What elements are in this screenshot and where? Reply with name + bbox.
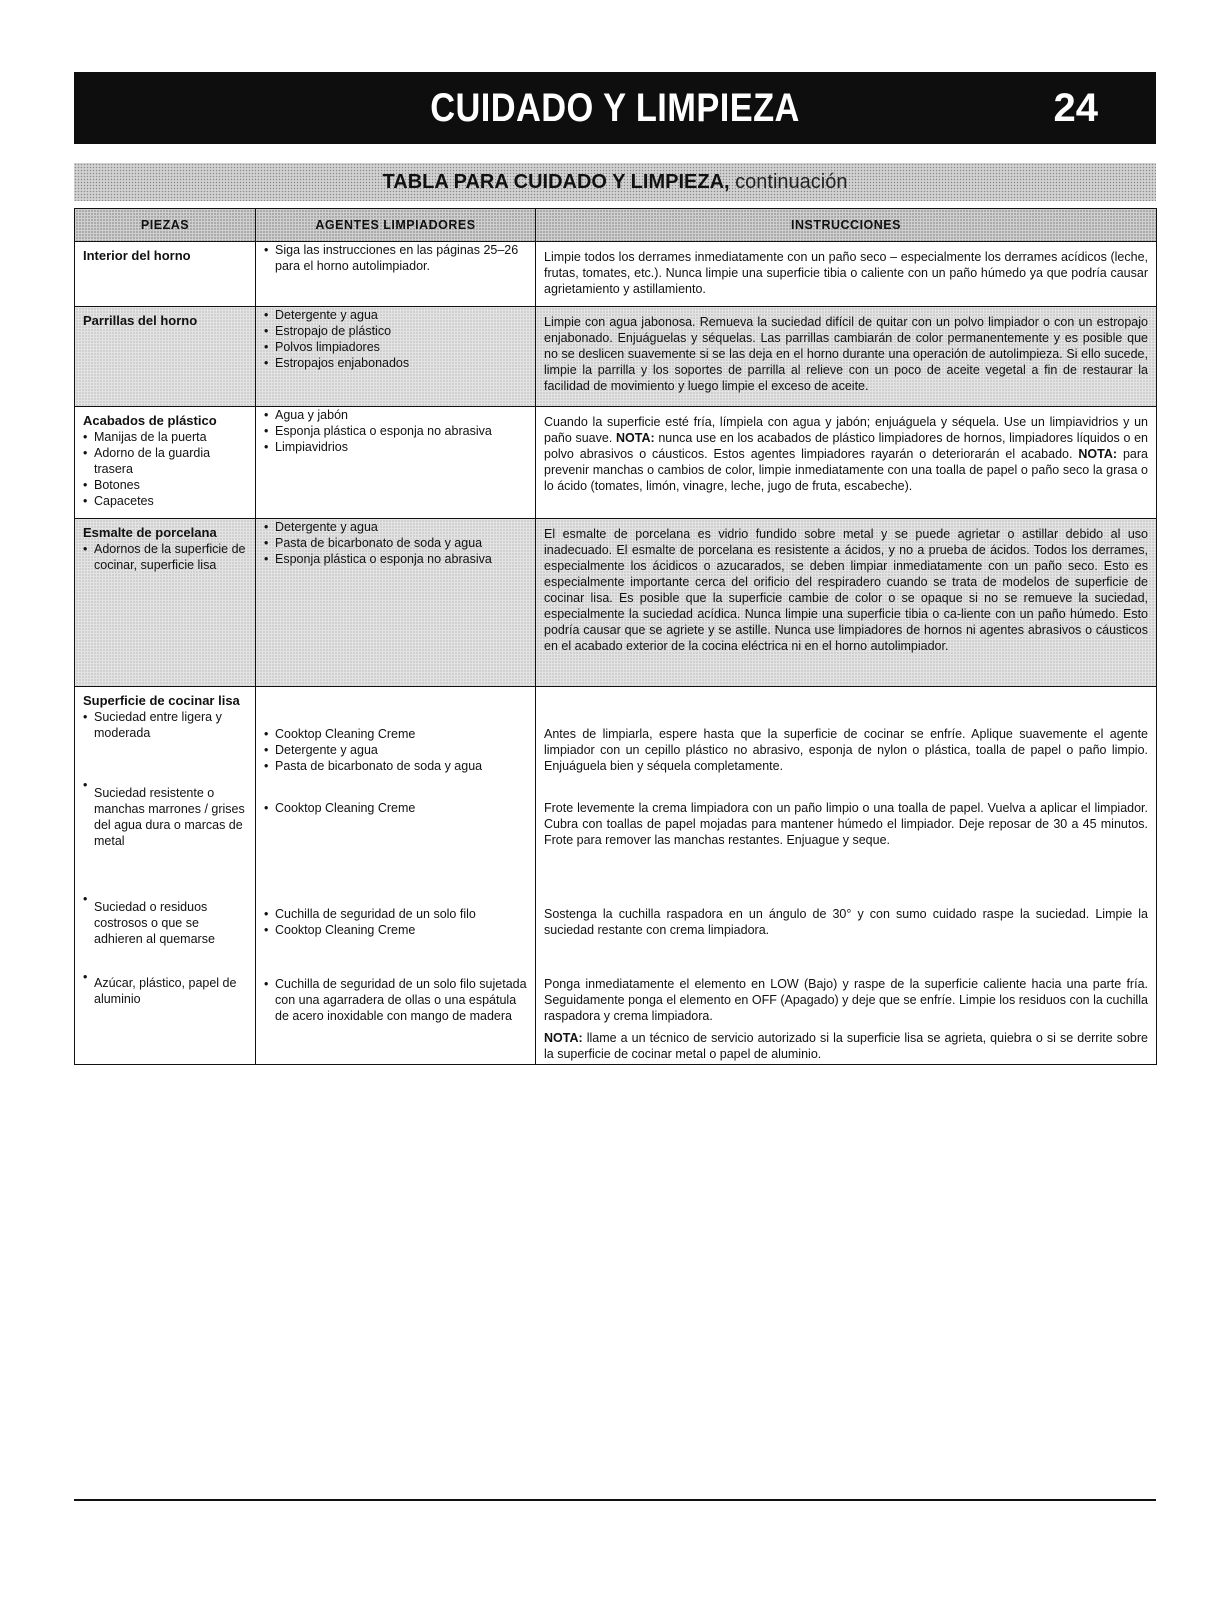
list-item: • Detergente y agua xyxy=(264,742,527,758)
agents-cell xyxy=(256,407,536,519)
list-item: • Suciedad entre ligera y moderada xyxy=(83,709,247,777)
instructions-cell xyxy=(536,407,1157,519)
nota-label: NOTA: xyxy=(544,1031,583,1045)
list-item: • Agua y jabón xyxy=(264,407,527,423)
list-item: • Limpiavidrios xyxy=(264,439,527,455)
table-row xyxy=(75,407,1157,519)
instructions-cell xyxy=(536,307,1157,407)
list-item: • Adorno de la guardia trasera xyxy=(83,445,247,477)
agents-cell xyxy=(256,519,536,687)
section-title-suffix: continuación xyxy=(729,171,848,193)
list-item: • Cooktop Cleaning Creme xyxy=(264,726,527,742)
spacer xyxy=(264,687,527,726)
table-row xyxy=(75,687,1157,1065)
instructions-part-a: Cuando la superficie esté fría, límpiela con agua y jabón; enjuáguela y séquela. Use un limpiavidrios y un paño suave. xyxy=(544,415,1148,445)
part-cell xyxy=(75,519,256,687)
table-row xyxy=(75,307,1157,407)
agents-cell xyxy=(256,242,536,307)
list-item: • Estropajos enjabonados xyxy=(264,355,527,371)
instructions-cell xyxy=(536,519,1157,687)
column-header-agents: AGENTES LIMPIADORES xyxy=(256,209,536,242)
list-item: • Cuchilla de seguridad de un solo filo sujetada con una agarradera de ollas o una espátula de acero inoxidable con mango de madera xyxy=(264,976,527,1024)
agents-list xyxy=(264,726,527,800)
nota-text xyxy=(544,1024,1148,1062)
instructions-part-b: nunca use en los acabados de plástico limpiadores de hornos, limpiadores líquidos o en polvo abrasivos o cáusticos. Estos agentes limpiadores rayarán o deteriorarán el acabado. xyxy=(544,431,1148,461)
page-number: 24 xyxy=(1053,86,1098,130)
part-cell xyxy=(75,242,256,307)
part-items-list xyxy=(83,709,247,1007)
list-item: • Esponja plástica o esponja no abrasiva xyxy=(264,423,527,439)
agents-list xyxy=(264,906,527,976)
part-cell xyxy=(75,307,256,407)
instructions-text xyxy=(544,407,1148,494)
list-item: • Cuchilla de seguridad de un solo filo xyxy=(264,906,527,922)
agents-cell xyxy=(256,687,536,1065)
instructions-text: Limpie con agua jabonosa. Remueva la suciedad difícil de quitar con un polvo limpiador o con un estropajo enjabonado. Enjuáguelas y séquelas. Las parrillas cambiarán de color permanentemente y es posible que no se deslicen suavemente si se las deja en el horno durante una operación de autolimpieza. Si ello sucede, limpie la parrilla y los soportes de parrilla al relieve con un poco de aceite vegetal a fin de restaurar la facilidad de movimiento y luego limpie el exceso de aceite. xyxy=(544,315,1148,393)
section-heading xyxy=(74,163,1156,201)
agents-list xyxy=(264,307,527,371)
nota-label: NOTA: xyxy=(1078,447,1118,461)
instructions-text: Ponga inmediatamente el elemento en LOW (Bajo) y raspe de la superficie caliente hacia una parte fría. Seguidamente ponga el elemento en OFF (Apagado) y deje que se enfríe. Limpie los residuos con la cuchilla raspadora y crema limpiadora. xyxy=(544,977,1148,1023)
instructions-text: Sostenga la cuchilla raspadora en un ángulo de 30° y con sumo cuidado raspe la suciedad. Limpie la suciedad restante con crema limpiadora. xyxy=(544,907,1148,937)
list-item: • Pasta de bicarbonato de soda y agua xyxy=(264,535,527,551)
instructions-cell xyxy=(536,242,1157,307)
list-item: • Cooktop Cleaning Creme xyxy=(264,922,527,938)
page-header xyxy=(74,72,1156,144)
part-name: Acabados de plástico xyxy=(83,413,217,428)
list-item: • Siga las instrucciones en las páginas 25–26 para el horno autolimpiador. xyxy=(264,242,527,274)
list-item: • Cooktop Cleaning Creme xyxy=(264,800,527,816)
part-name: Parrillas del horno xyxy=(83,313,198,328)
agents-list xyxy=(264,407,527,455)
instructions-text: Frote levemente la crema limpiadora con un paño limpio o una toalla de papel. Vuelva a aplicar el limpiador. Cubra con toallas de papel mojadas para mantener húmedo el limpiador. Deje reposar de 30 a 45 minutos. Frote para remover las manchas restantes. Enjuague y seque. xyxy=(544,801,1148,847)
agents-list xyxy=(264,800,527,906)
instructions-text: Antes de limpiarla, espere hasta que la superficie de cocinar se enfríe. Aplique suavemente el agente limpiador con un cepillo plástico no abrasivo, esponja de nylon o plástica, toalla de papel o paño limpio. Enjuáguela bien y séquela completamente. xyxy=(544,727,1148,773)
part-cell xyxy=(75,687,256,1065)
agents-list xyxy=(264,976,527,1024)
table-header-row xyxy=(75,209,1157,242)
part-name: Interior del horno xyxy=(83,248,191,263)
list-item: • Azúcar, plástico, papel de aluminio xyxy=(83,969,247,1007)
column-header-parts: PIEZAS xyxy=(75,209,256,242)
care-table xyxy=(74,208,1157,1065)
list-item: • Manijas de la puerta xyxy=(83,429,247,445)
instructions-cell xyxy=(536,687,1157,1065)
column-header-instructions: INSTRUCCIONES xyxy=(536,209,1157,242)
footer-rule xyxy=(74,1499,1156,1501)
list-item: • Detergente y agua xyxy=(264,307,527,323)
table-row xyxy=(75,242,1157,307)
instructions-text: El esmalte de porcelana es vidrio fundido sobre metal y se puede agrietar o astillar debido al uso inadecuado. El esmalte de porcelana es resistente a ácidos, y no a prueba de ácidos. Todos los derrames, especialmente los ácidicos o azucarados, se deben limpiar inmediatamente con un paño seco. Esto es especialmente importante cerca del orificio del respiradero cuando se trata de modelos de superficie de cocinar lisa. Es posible que la superficie cambie de color o se opaque si no se remueve la suciedad, especialmente la suciedad acídica. Nunca limpie una superficie tibia o ca-liente con un paño húmedo. Esto podría causar que se agriete y se astille. Nunca use limpiadores de hornos ni agentes abrasivos o cáusticos en el acabado exterior de la cocina eléctrica ni en el horno autolimpiador. xyxy=(544,527,1148,653)
list-item: • Esponja plástica o esponja no abrasiva xyxy=(264,551,527,567)
instructions-text: Limpie todos los derrames inmediatamente con un paño seco – especialmente los derrames acídicos (leche, frutas, tomates, etc.). Nunca limpie una superficie tibia o caliente con un paño húmedo ya que podría causar agrietamiento y astillamiento. xyxy=(544,250,1148,296)
list-item: • Suciedad o residuos costrosos o que se adhieren al quemarse xyxy=(83,891,247,969)
nota-label: NOTA: xyxy=(615,431,655,445)
table-row xyxy=(75,519,1157,687)
nota-body: llame a un técnico de servicio autorizado si la superficie lisa se agrieta, quiebra o si se derrite sobre la superficie de cocinar metal o papel de aluminio. xyxy=(544,1031,1148,1061)
list-item: • Capacetes xyxy=(83,493,247,509)
agents-list xyxy=(264,519,527,567)
agents-cell xyxy=(256,307,536,407)
list-item: • Detergente y agua xyxy=(264,519,527,535)
part-name: Superficie de cocinar lisa xyxy=(83,693,240,708)
part-cell xyxy=(75,407,256,519)
list-item: • Suciedad resistente o manchas marrones / grises del agua dura o marcas de metal xyxy=(83,777,247,891)
list-item: • Adornos de la superficie de cocinar, superficie lisa xyxy=(83,541,247,573)
list-item: • Botones xyxy=(83,477,247,493)
list-item: • Estropajo de plástico xyxy=(264,323,527,339)
page-title: CUIDADO Y LIMPIEZA xyxy=(430,86,800,130)
part-name: Esmalte de porcelana xyxy=(83,525,217,540)
spacer xyxy=(544,687,1148,719)
part-items-list xyxy=(83,429,247,509)
instructions-part-c: para prevenir manchas o cambios de color, limpie inmediatamente con una toalla de papel o paño seco la grasa o lo ácido (tomates, limón, vinagre, leche, jugo de fruta, escabeche). xyxy=(544,447,1148,493)
list-item: • Polvos limpiadores xyxy=(264,339,527,355)
list-item: • Pasta de bicarbonato de soda y agua xyxy=(264,758,527,774)
part-items-list xyxy=(83,541,247,573)
agents-list xyxy=(264,242,527,274)
section-title: TABLA PARA CUIDADO Y LIMPIEZA, xyxy=(382,171,730,193)
